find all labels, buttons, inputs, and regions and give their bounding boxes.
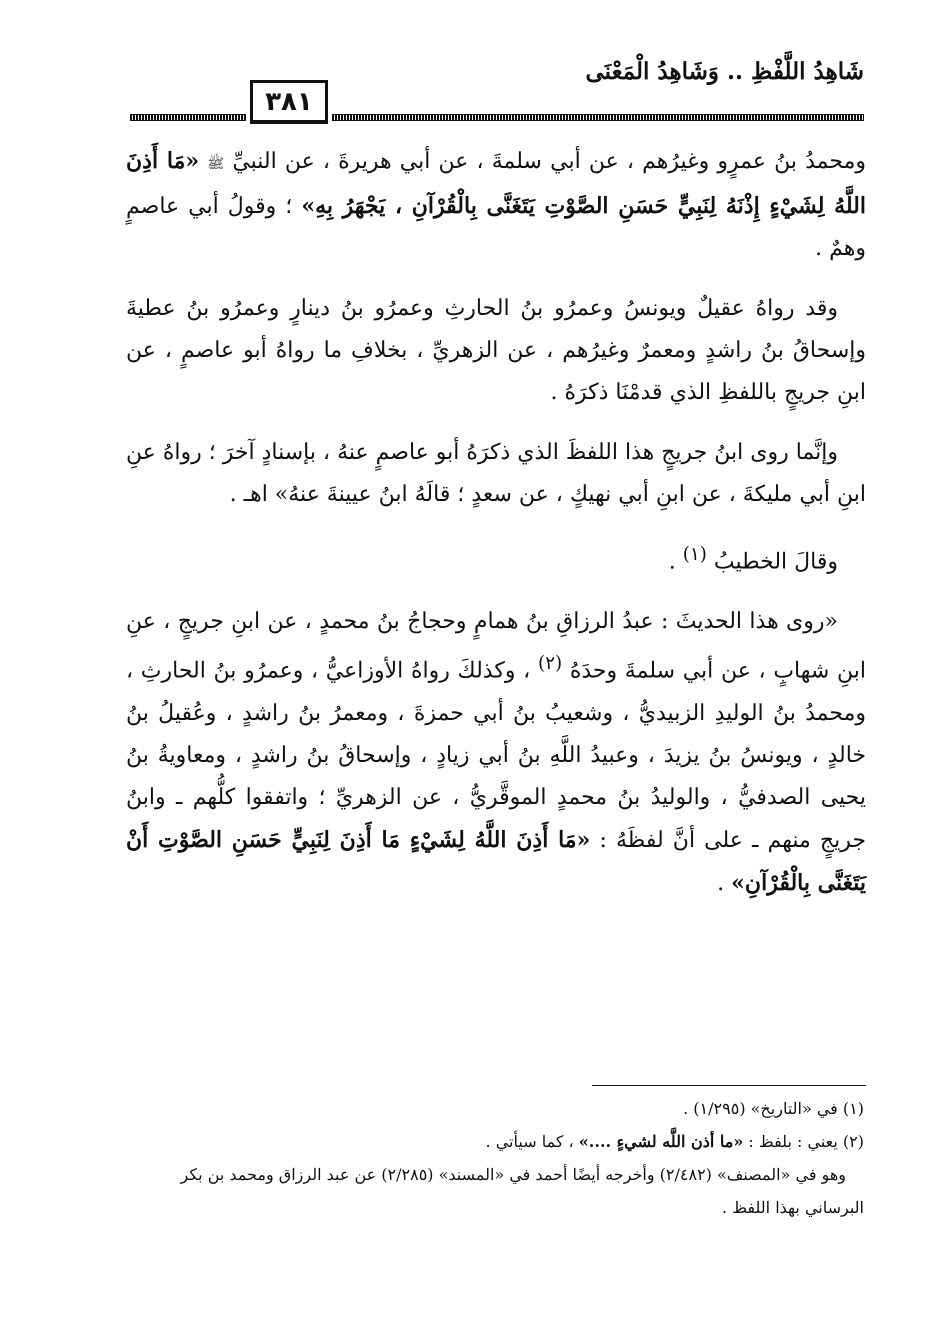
page-number: ٣٨١ bbox=[250, 80, 328, 124]
hadith-quote-2: «مَا أَذِنَ اللَّهُ لِشَيْءٍ مَا أَذِنَ لِنَبِيٍّ حَسَنِ الصَّوْتِ أَنْ يَتَغَنَّى بِالْقُرْآنِ» bbox=[126, 826, 866, 896]
hadith-quote-1: «مَا أَذِنَ اللَّهُ لِشَيْءٍ إِذْنَهُ لِنَبِيٍّ حَسَنِ الصَّوْتِ يَتَغَنَّى بِالْقُرْآنِ ، يَجْهَرُ بِهِ» bbox=[126, 148, 866, 219]
paragraph-2: وقد رواهُ عقيلٌ ويونسُ وعمرُو بنُ الحارثِ وعمرُو بنُ دينارٍ وعمرُو بنُ عطيةَ وإسحاقُ بنُ راشدٍ ومعمرٌ وغيرُهم ، عن الزهريِّ ، بخلافِ ما رواهُ أبو عاصمٍ ، عن ابنِ جريجٍ باللفظِ الذي قدمْنَا ذكرَهُ . bbox=[126, 296, 866, 405]
footnote-2-suffix: ، كما سيأتي . bbox=[485, 1132, 574, 1151]
footnote-2-continuation: وهو في «المصنف» (٢/٤٨٢) وأخرجه أيضًا أحمد في «المسند» (٢/٢٨٥) عن عبد الرزاق ومحمد بن بكر البرساني بهذا اللفظ . bbox=[180, 1165, 864, 1217]
paragraph-4 bbox=[126, 534, 866, 583]
footnote-1: (١) في «التاريخ» (١/٢٩٥) . bbox=[683, 1099, 864, 1118]
paragraph-1 bbox=[126, 140, 866, 270]
honorific-symbol: ﷺ bbox=[207, 156, 225, 172]
running-title: شَاهِدُ اللَّفْظِ .. وَشَاهِدُ الْمَعْنَى bbox=[585, 58, 864, 85]
p1-line1: ومحمدُ بنُ عمرٍو وغيرُهم ، عن أبي سلمةَ ، عن أبي هريرةَ ، عن النبيِّ bbox=[232, 149, 866, 174]
p4-end: . bbox=[668, 549, 676, 575]
paragraph-5 bbox=[126, 601, 866, 904]
footnote-separator bbox=[592, 1085, 866, 1086]
p5-part-b: ، وكذلكَ رواهُ الأوزاعيُّ ، وعمرُو بنُ الحارثِ ، ومحمدُ بنُ الوليدِ الزبيديُّ ، وشعيبُ بنُ أبي حمزةَ ، ومعمرُ بنُ راشدٍ ، وعُقيلُ بنُ خالدٍ ، ويونسُ بنُ يزيدَ ، وعبيدُ اللَّهِ بنُ أبي زيادٍ ، وإسحاقُ بنُ راشدٍ ، ومعاويةُ بنُ يحيى الصدفيُّ ، والوليدُ بنُ محمدٍ الموقَّريُّ ، عن الزهريِّ ؛ واتفقوا كلُّهم ـ وابنُ جريجٍ منهم ـ على أنَّ لفظَهُ : bbox=[126, 658, 867, 853]
footnote-mark-1: (١) bbox=[682, 544, 707, 565]
footnote-2-quote: «ما أذن اللَّه لشيءٍ ....» bbox=[578, 1132, 744, 1151]
footnote-2 bbox=[130, 1125, 864, 1158]
header-rule-right bbox=[332, 114, 864, 121]
p4-text: وقالَ الخطيبُ bbox=[713, 549, 838, 575]
footnote-2-prefix: (٢) يعني : بلفظ : bbox=[748, 1132, 864, 1151]
footnote-mark-2: (٢) bbox=[537, 653, 563, 675]
header-rule-left bbox=[130, 114, 246, 121]
p5-end: . bbox=[717, 870, 725, 896]
p5-part-a: «روى هذا الحديثَ : عبدُ الرزاقِ بنُ همامٍ وحجاجُ بنُ محمدٍ ، عن ابنِ جريجٍ ، عنِ ابنِ شهابٍ ، عن أبي سلمةَ وحدَهُ bbox=[126, 609, 866, 684]
main-text bbox=[126, 140, 866, 905]
paragraph-3: وإنَّما روى ابنُ جريجٍ هذا اللفظَ الذي ذكرَهُ أبو عاصمٍ عنهُ ، بإسنادٍ آخرَ ؛ رواهُ عنِ ابنِ أبي مليكةَ ، عن ابنِ أبي نهيكٍ ، عن سعدٍ ؛ قالَهُ ابنُ عيينةَ عنهُ» اهـ . bbox=[126, 440, 866, 507]
footnotes bbox=[130, 1092, 864, 1224]
p1-after: ؛ وقولُ أبي عاصمٍ وهمٌ . bbox=[126, 194, 866, 261]
